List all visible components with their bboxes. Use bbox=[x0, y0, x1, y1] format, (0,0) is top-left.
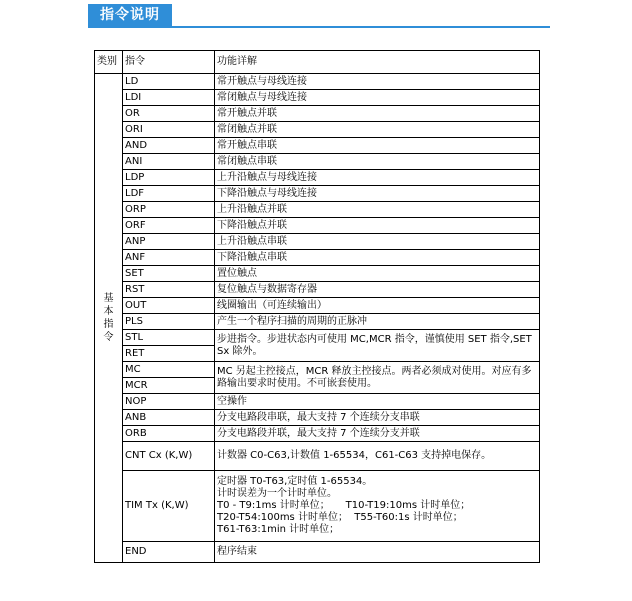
section-title: 指令说明 bbox=[88, 4, 172, 26]
table-row bbox=[95, 298, 540, 314]
instruction-cell: OR bbox=[123, 106, 215, 122]
instruction-cell: LDI bbox=[123, 90, 215, 106]
instruction-cell: ANI bbox=[123, 154, 215, 170]
table-row bbox=[95, 442, 540, 471]
section-header bbox=[88, 4, 550, 26]
table-row bbox=[95, 250, 540, 266]
table-row bbox=[95, 218, 540, 234]
table-row bbox=[95, 542, 540, 563]
table-row bbox=[95, 186, 540, 202]
header-instruction: 指令 bbox=[123, 51, 215, 74]
instruction-cell: TIM Tx (K,W) bbox=[123, 471, 215, 542]
description-cell: 常闭触点并联 bbox=[215, 122, 540, 138]
description-cell: 置位触点 bbox=[215, 266, 540, 282]
description-line: T61-T63:1min 计时单位； bbox=[217, 524, 340, 535]
instruction-cell: SET bbox=[123, 266, 215, 282]
description-cell: 线圈输出（可连续输出） bbox=[215, 298, 540, 314]
description-cell: 上升沿触点并联 bbox=[215, 202, 540, 218]
table-row bbox=[95, 362, 540, 378]
description-cell: 计数器 C0-C63,计数值 1-65534，C61-C63 支持掉电保存。 bbox=[215, 442, 540, 471]
table-row bbox=[95, 426, 540, 442]
description-cell bbox=[215, 471, 540, 542]
title-underline bbox=[88, 26, 550, 28]
instruction-cell: MC bbox=[123, 362, 215, 378]
header-category: 类别 bbox=[95, 51, 123, 74]
category-label: 基本指令 bbox=[103, 293, 114, 343]
table-row bbox=[95, 74, 540, 90]
table-row bbox=[95, 170, 540, 186]
instruction-cell: ORP bbox=[123, 202, 215, 218]
description-line: 定时器 T0-T63,定时值 1-65534。 bbox=[217, 476, 373, 487]
description-cell: 常闭触点串联 bbox=[215, 154, 540, 170]
description-cell: 常开触点串联 bbox=[215, 138, 540, 154]
description-cell: 空操作 bbox=[215, 394, 540, 410]
instruction-cell: AND bbox=[123, 138, 215, 154]
instruction-cell: ANP bbox=[123, 234, 215, 250]
description-cell: 步进指令。步进状态内可使用 MC,MCR 指令，谨慎使用 SET 指令,SET Sx 除外。 bbox=[215, 330, 540, 362]
instruction-cell: OUT bbox=[123, 298, 215, 314]
table-row bbox=[95, 90, 540, 106]
description-cell: 复位触点与数据寄存器 bbox=[215, 282, 540, 298]
instruction-cell: NOP bbox=[123, 394, 215, 410]
description-cell: 下降沿触点串联 bbox=[215, 250, 540, 266]
instruction-cell: PLS bbox=[123, 314, 215, 330]
table-header-row bbox=[95, 51, 540, 74]
description-cell: 分支电路段串联，最大支持 7 个连续分支串联 bbox=[215, 410, 540, 426]
instruction-cell: CNT Cx (K,W) bbox=[123, 442, 215, 471]
table-row bbox=[95, 394, 540, 410]
table-row bbox=[95, 314, 540, 330]
table-row bbox=[95, 234, 540, 250]
description-line: T0 - T9:1ms 计时单位； T10-T19:10ms 计时单位； bbox=[217, 500, 471, 511]
instruction-cell: STL bbox=[123, 330, 215, 346]
instruction-cell: MCR bbox=[123, 378, 215, 394]
table-row bbox=[95, 202, 540, 218]
instruction-cell: ANB bbox=[123, 410, 215, 426]
instruction-cell: LDP bbox=[123, 170, 215, 186]
description-cell: 上升沿触点与母线连接 bbox=[215, 170, 540, 186]
table-row bbox=[95, 154, 540, 170]
instruction-cell: ORB bbox=[123, 426, 215, 442]
description-cell: 产生一个程序扫描的周期的正脉冲 bbox=[215, 314, 540, 330]
category-cell bbox=[95, 74, 123, 563]
instruction-cell: RET bbox=[123, 346, 215, 362]
description-cell: 程序结束 bbox=[215, 542, 540, 563]
description-cell: 下降沿触点与母线连接 bbox=[215, 186, 540, 202]
instruction-cell: ORI bbox=[123, 122, 215, 138]
instruction-cell: END bbox=[123, 542, 215, 563]
table-row bbox=[95, 471, 540, 542]
table-row bbox=[95, 138, 540, 154]
table-row bbox=[95, 106, 540, 122]
description-cell: 常闭触点与母线连接 bbox=[215, 90, 540, 106]
instruction-cell: ANF bbox=[123, 250, 215, 266]
description-cell: 分支电路段并联，最大支持 7 个连续分支并联 bbox=[215, 426, 540, 442]
table-row bbox=[95, 282, 540, 298]
table-row bbox=[95, 410, 540, 426]
instruction-cell: ORF bbox=[123, 218, 215, 234]
table-row bbox=[95, 330, 540, 346]
description-line: 计时误差为一个计时单位。 bbox=[217, 488, 337, 499]
table-row bbox=[95, 266, 540, 282]
description-cell: 常开触点并联 bbox=[215, 106, 540, 122]
description-cell: 下降沿触点并联 bbox=[215, 218, 540, 234]
table-row bbox=[95, 122, 540, 138]
description-cell: 上升沿触点串联 bbox=[215, 234, 540, 250]
instruction-cell: RST bbox=[123, 282, 215, 298]
description-cell: MC 另起主控接点，MCR 释放主控接点。两者必须成对使用。对应有多路输出要求时使用。不可嵌套使用。 bbox=[215, 362, 540, 394]
description-cell: 常开触点与母线连接 bbox=[215, 74, 540, 90]
instruction-cell: LDF bbox=[123, 186, 215, 202]
description-line: T20-T54:100ms 计时单位； T55-T60:1s 计时单位； bbox=[217, 512, 463, 523]
instruction-table bbox=[94, 50, 540, 563]
instruction-cell: LD bbox=[123, 74, 215, 90]
header-description: 功能详解 bbox=[215, 51, 540, 74]
